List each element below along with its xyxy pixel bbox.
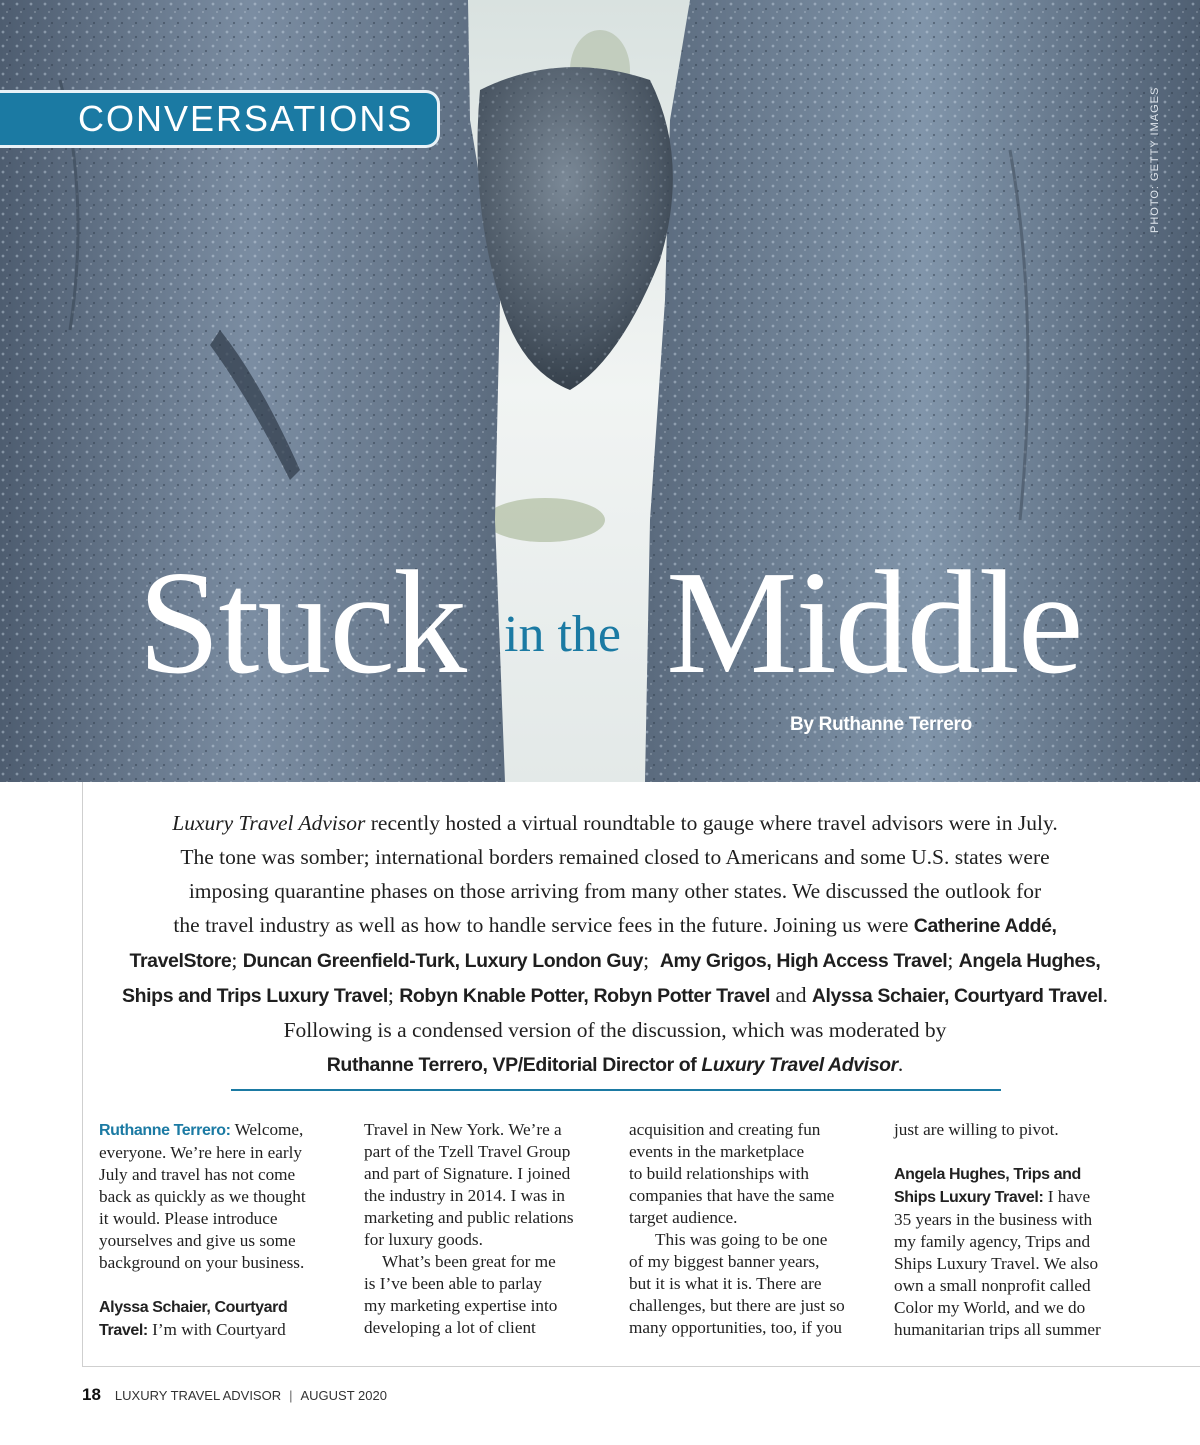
- body-text: July and travel has not come: [99, 1165, 296, 1184]
- deck-divider: [231, 1089, 1001, 1091]
- body-text: to build relationships with: [629, 1164, 809, 1183]
- paragraph: [364, 1251, 596, 1339]
- panelist-name: Amy Grigos, High Access Travel: [659, 950, 948, 972]
- body-text: of my biggest banner years,: [629, 1252, 820, 1271]
- body-text: own a small nonprofit called: [894, 1276, 1091, 1295]
- body-text: developing a lot of client: [364, 1318, 536, 1337]
- text-column-2: [364, 1119, 596, 1339]
- deck-line: [100, 908, 1130, 943]
- page-footer: [82, 1385, 387, 1405]
- deck-text: ;: [947, 948, 959, 972]
- speaker-name: Alyssa Schaier, Courtyard: [99, 1299, 288, 1316]
- deck-line: [100, 1047, 1130, 1082]
- deck-text: and: [770, 983, 812, 1007]
- panelist-name: Catherine Addé,: [913, 915, 1057, 937]
- body-text: but it is what it is. There are: [629, 1274, 822, 1293]
- page-frame-bottom: [82, 1366, 1200, 1367]
- speaker-name: Travel:: [99, 1322, 148, 1339]
- panelist-name: TravelStore: [129, 950, 232, 972]
- body-text: background on your business.: [99, 1253, 305, 1272]
- body-text: companies that have the same: [629, 1186, 835, 1205]
- headline-word-in-the: in the: [504, 606, 621, 663]
- body-text: acquisition and creating fun: [629, 1120, 821, 1139]
- deck-text: ;: [387, 983, 400, 1007]
- body-text: it would. Please introduce: [99, 1209, 278, 1228]
- moderator-name: Ruthanne Terrero, VP/Editorial Director of: [326, 1054, 702, 1076]
- body-text: everyone. We’re here in early: [99, 1143, 303, 1162]
- paragraph: [99, 1296, 331, 1342]
- deck-text: ;: [231, 948, 243, 972]
- deck-line: [100, 978, 1130, 1013]
- body-text: and part of Signature. I joined: [364, 1164, 571, 1183]
- body-text: many opportunities, too, if you: [629, 1318, 842, 1337]
- deck-text: the travel industry as well as how to handle service fees in the future. Joining us were: [173, 913, 914, 937]
- section-label: [0, 90, 440, 148]
- body-text: Travel in New York. We’re a: [364, 1120, 562, 1139]
- panelist-name: Duncan Greenfield-Turk, Luxury London Guy: [242, 950, 644, 972]
- body-text: 35 years in the business with: [894, 1210, 1093, 1229]
- body-text: I have: [1043, 1187, 1091, 1206]
- body-text: just are willing to pivot.: [894, 1120, 1059, 1139]
- panelist-name: Ships and Trips Luxury Travel: [122, 985, 388, 1007]
- paragraph: [99, 1119, 331, 1274]
- panelist-name: Alyssa Schaier, Courtyard Travel: [811, 985, 1103, 1007]
- body-text: Color my World, and we do: [894, 1298, 1086, 1317]
- paragraph: [629, 1229, 861, 1339]
- body-text: for luxury goods.: [364, 1230, 483, 1249]
- photo-credit: PHOTO: GETTY IMAGES: [1149, 86, 1161, 233]
- headline: [0, 541, 1200, 705]
- panelist-name: Robyn Knable Potter, Robyn Potter Travel: [399, 985, 771, 1007]
- body-text: yourselves and give us some: [99, 1231, 296, 1250]
- deck-text: .: [897, 1052, 904, 1076]
- body-text: the industry in 2014. I was in: [364, 1186, 565, 1205]
- body-text: marketing and public relations: [364, 1208, 574, 1227]
- body-text: This was going to be one: [655, 1230, 828, 1249]
- text-column-4: [894, 1119, 1126, 1341]
- body-text: I’m with Courtyard: [147, 1320, 286, 1339]
- body-text: What’s been great for me: [382, 1252, 556, 1271]
- text-column-1: [99, 1119, 331, 1342]
- page-number: 18: [82, 1385, 101, 1404]
- body-text: Ships Luxury Travel. We also: [894, 1254, 1099, 1273]
- section-label-text: CONVERSATIONS: [78, 98, 414, 139]
- footer-separator: |: [289, 1388, 293, 1403]
- body-text: events in the marketplace: [629, 1142, 805, 1161]
- text-column-3: [629, 1119, 861, 1339]
- body-text: my marketing expertise into: [364, 1296, 558, 1315]
- body-text: target audience.: [629, 1208, 738, 1227]
- speaker-name: Ruthanne Terrero:: [99, 1122, 231, 1139]
- deck-line: [100, 943, 1130, 978]
- page-frame-left: [82, 782, 83, 1366]
- paragraph: [364, 1119, 596, 1251]
- speaker-name: Ships Luxury Travel:: [894, 1189, 1044, 1206]
- paragraph: [894, 1163, 1126, 1341]
- body-text: is I’ve been able to parlay: [364, 1274, 543, 1293]
- body-text: Welcome,: [230, 1120, 304, 1139]
- paragraph: [629, 1119, 861, 1229]
- paragraph: [894, 1119, 1126, 1141]
- body-text: back as quickly as we thought: [99, 1187, 306, 1206]
- deck-text: .: [1102, 983, 1108, 1007]
- body-text: challenges, but there are just so: [629, 1296, 845, 1315]
- publication-name: Luxury Travel Advisor: [172, 811, 366, 835]
- speaker-name: Angela Hughes, Trips and: [894, 1166, 1081, 1183]
- panelist-name: Angela Hughes,: [958, 950, 1101, 972]
- deck-line: [100, 806, 1130, 840]
- footer-publication: LUXURY TRAVEL ADVISOR: [114, 1388, 282, 1403]
- headline-word-middle: Middle: [666, 541, 1082, 705]
- deck-text: recently hosted a virtual roundtable to gauge where travel advisors were in July.: [365, 811, 1058, 835]
- body-text: my family agency, Trips and: [894, 1232, 1091, 1251]
- deck-text: ;: [643, 948, 660, 972]
- deck-line: imposing quarantine phases on those arriving from many other states. We discussed the outlook for: [188, 879, 1042, 903]
- headline-word-stuck: Stuck: [138, 541, 466, 705]
- footer-issue: AUGUST 2020: [300, 1388, 387, 1403]
- body-text: humanitarian trips all summer: [894, 1320, 1101, 1339]
- deck-line: Following is a condensed version of the discussion, which was moderated by: [283, 1018, 947, 1042]
- publication-name: Luxury Travel Advisor: [701, 1054, 898, 1076]
- intro-deck: [100, 806, 1130, 1082]
- byline: By Ruthanne Terrero: [790, 714, 972, 735]
- deck-line: The tone was somber; international borders remained closed to Americans and some U.S. states were: [180, 845, 1050, 869]
- body-text: part of the Tzell Travel Group: [364, 1142, 571, 1161]
